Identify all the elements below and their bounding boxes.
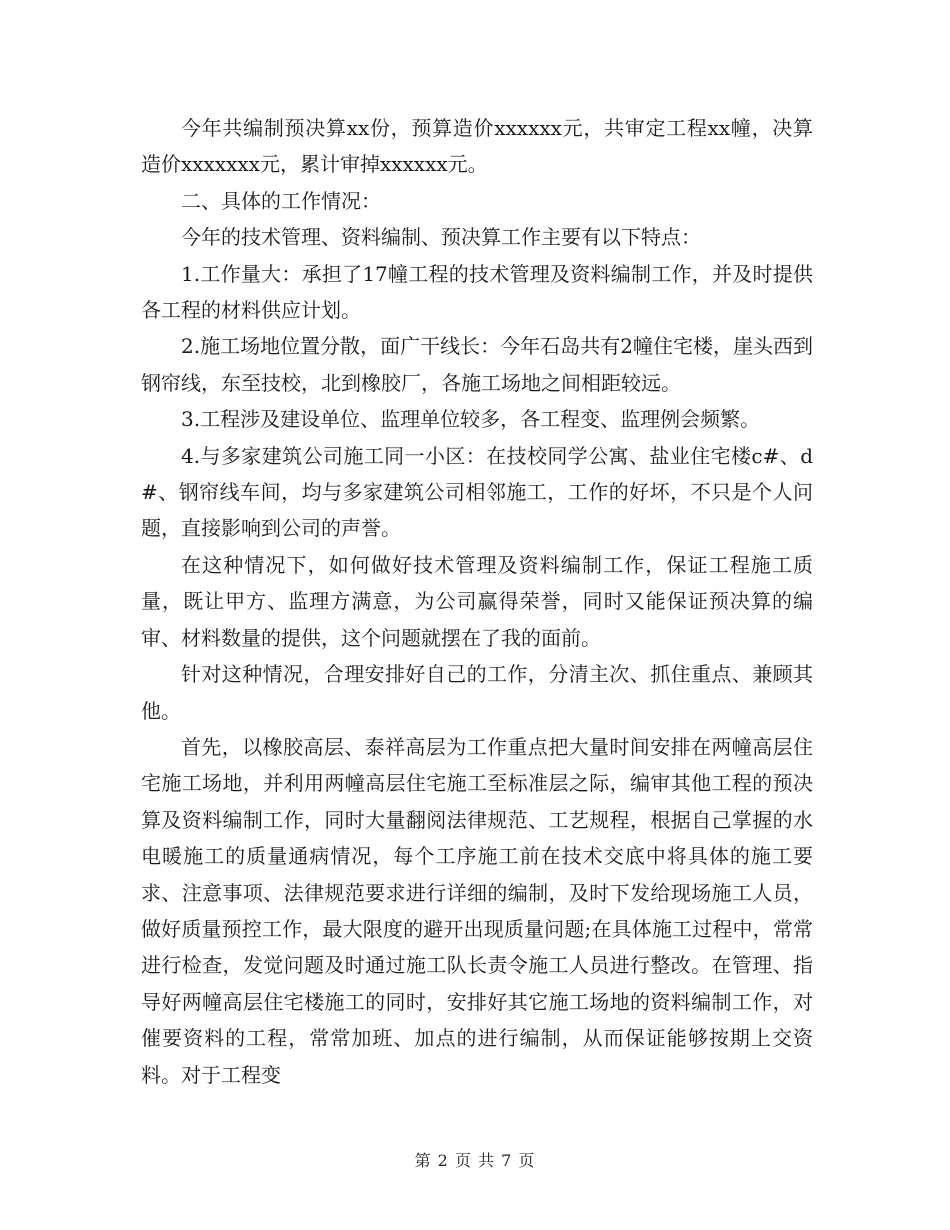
- paragraph-features-intro: 今年的技术管理、资料编制、预决算工作主要有以下特点：: [181, 225, 701, 250]
- paragraph-approach: 针对这种情况，合理安排好自己的工作，分清主次、抓住重点、兼顾其他。: [141, 662, 813, 723]
- list-item-shared-community: 4.与多家建筑公司施工同一小区：在技校同学公寓、盐业住宅楼c#、d#、钢帘线车间，均与多家建筑公司相邻施工，工作的好坏，不只是个人问题，直接影响到公司的声誉。: [141, 443, 813, 541]
- paragraph-budget-summary: 今年共编制预决算xx份，预算造价xxxxxx元，共审定工程xx幢，决算造价xxxxxxx元，累计审掉xxxxxx元。: [141, 116, 813, 177]
- section-heading-work-details: 二、具体的工作情况：: [181, 188, 381, 213]
- page-footer: 第 2 页 共 7 页: [414, 1151, 536, 1170]
- document-body: [141, 110, 813, 1093]
- paragraph-first-measures: 首先，以橡胶高层、泰祥高层为工作重点把大量时间安排在两幢高层住宅施工场地，并利用两幢高层住宅施工至标准层之际，编审其他工程的预决算及资料编制工作，同时大量翻阅法律规范、工艺规程，根据自己掌握的水电暖施工的质量通病情况，每个工序施工前在技术交底中将具体的施工要求、注意事项、法律规范要求进行详细的编制，及时下发给现场施工人员，做好质量预控工作，最大限度的避开出现质量问题;在具体施工过程中，常常进行检查，发觉问题及时通过施工队长责令施工人员进行整改。在管理、指导好两幢高层住宅楼施工的同时，安排好其它施工场地的资料编制工作，对催要资料的工程，常常加班、加点的进行编制，从而保证能够按期上交资料。对于工程变: [141, 734, 813, 1087]
- list-item-scattered-sites: 2.施工场地位置分散，面广干线长：今年石岛共有2幢住宅楼，崖头西到钢帘线，东至技校，北到橡胶厂，各施工场地之间相距较远。: [141, 334, 813, 395]
- list-item-many-units: 3.工程涉及建设单位、监理单位较多，各工程变、监理例会频繁。: [181, 407, 761, 432]
- list-item-workload: 1.工作量大：承担了17幢工程的技术管理及资料编制工作，并及时提供各工程的材料供应计划。: [141, 261, 813, 323]
- paragraph-challenge: 在这种情况下，如何做好技术管理及资料编制工作，保证工程施工质量，既让甲方、监理方满意，为公司赢得荣誉，同时又能保证预决算的编审、材料数量的提供，这个问题就摆在了我的面前。: [141, 552, 813, 650]
